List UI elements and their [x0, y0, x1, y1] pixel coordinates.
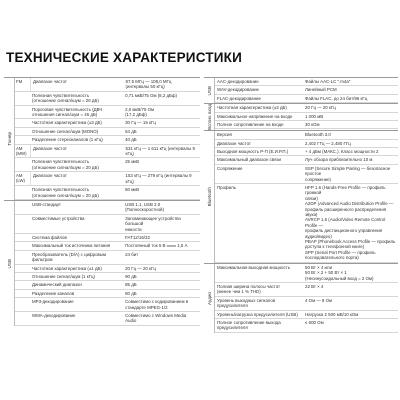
- section-name: Тюнер: [6, 132, 12, 146]
- section-name: USB: [6, 258, 12, 269]
- spec-value: ≤ 600 Ом: [305, 319, 324, 325]
- spec-value: 1 000 мВ: [305, 113, 324, 119]
- spec-value: USB 1.1, USB 2.0 (Полноскоростной): [125, 201, 164, 213]
- spec-value: 2,0 мкВ/75 Ом (17,2 дБф): [125, 106, 155, 118]
- spec-value: 30 кОм: [305, 122, 320, 128]
- spec-row: [15, 312, 200, 326]
- spec-value: 153 кГц — 279 кГц (интервалы 9 кГц): [125, 173, 192, 184]
- spec-label: FLAC-декодирование: [217, 95, 261, 101]
- spec-value: 0,71 мкВ/75 Ом (8,2 дБф): [125, 92, 178, 98]
- spec-row: [15, 234, 200, 242]
- spec-label: Уровень выходных сигналов предусилителя: [217, 297, 276, 309]
- spec-label: Полное сопротивление выхода предусилителя: [217, 319, 281, 331]
- spec-band: [15, 201, 30, 214]
- spec-label: Система файлов: [32, 234, 67, 240]
- spec-row: [15, 186, 200, 200]
- spec-value: SSP (Secure Simple Pairing — безопасное простое сопряжение): [305, 165, 391, 182]
- spec-value: + 4 дБм (МАКС.), Класс мощности 2: [305, 148, 379, 154]
- spec-value: 40 дБ: [125, 137, 137, 143]
- spec-row: [15, 265, 200, 273]
- spec-row: [15, 78, 200, 92]
- spec-value: 2,402 ГГц — 2,480 ГГц: [305, 140, 351, 146]
- spec-value: 50 Вт × 4 или 50 Вт × 2 + 50 Вт × 1 (Несинусоидальный вход = 2 Ом): [305, 264, 374, 281]
- spec-row: [215, 165, 398, 184]
- spec-value: 80 дБ: [125, 290, 137, 296]
- spec-row: [15, 201, 200, 215]
- spec-label: Сопряжение: [217, 165, 243, 171]
- spec-label: WAV-декодирование: [217, 87, 259, 93]
- spec-label: Диапазон частот: [33, 173, 67, 179]
- spec-label: Частотная характеристика (±3 дБ): [32, 120, 102, 126]
- spec-label: Максимальный ток источника питания: [32, 243, 111, 249]
- spec-section: [4, 200, 200, 326]
- spec-label: Отношение сигнал/шум (MONO): [32, 128, 99, 134]
- section-side-label: [204, 264, 215, 333]
- section-side-label: [204, 131, 215, 263]
- spec-label: Выходная мощность Р-П (Е.И.Р.П.): [217, 148, 289, 154]
- spec-band: [15, 265, 30, 272]
- spec-row: [215, 113, 398, 121]
- spec-band: [15, 242, 30, 249]
- spec-row: [15, 281, 200, 289]
- spec-value: 4 Ом — 8 Ом: [305, 297, 333, 303]
- spec-row: [15, 92, 200, 106]
- spec-row: [15, 136, 200, 144]
- spec-row: [15, 145, 200, 159]
- spec-band: [15, 92, 30, 105]
- spec-label: Динамический диапазон: [32, 282, 82, 288]
- spec-value: 50 мкВ: [125, 187, 140, 193]
- spec-value: 20 Гц — 20 кГц: [125, 265, 156, 271]
- spec-row: [215, 283, 398, 297]
- spec-row: [15, 298, 200, 312]
- spec-row: [215, 156, 398, 164]
- spec-row: [215, 148, 398, 156]
- spec-value: Bluetooth 3.0: [305, 132, 331, 138]
- spec-label: Профиль: [217, 185, 236, 190]
- spec-label: Максимальный диапазон связи: [217, 157, 281, 163]
- spec-row: [15, 158, 200, 172]
- spec-value: Нагрузка 2 500 мВ/10 кОм: [305, 311, 359, 317]
- spec-band: AM (LW): [15, 172, 31, 185]
- spec-value: 64 дБ: [125, 128, 137, 134]
- spec-row: [215, 86, 398, 94]
- spec-label: Пороговая чувствительность (ДВЧ отношения сигнал/шум = 46 дБ): [32, 106, 103, 118]
- spec-section: [204, 77, 398, 103]
- spec-row: [215, 131, 398, 139]
- spec-value: 22 Вт × 4: [305, 283, 324, 289]
- spec-band: [15, 290, 30, 297]
- spec-value: 90 дБ: [125, 273, 137, 279]
- spec-label: Преобразователь (D/A) с цифровым фильтром: [32, 251, 107, 263]
- spec-row: [15, 290, 200, 298]
- spec-value: Совместимо с кодированием в стандарте MPEG-1/2: [125, 299, 189, 310]
- spec-label: Разделение стереоканалов (1 кГц): [32, 137, 103, 143]
- spec-label: Максимальная выходная мощность: [217, 264, 290, 270]
- section-side-label: [204, 78, 215, 103]
- spec-value: 25 мкВ: [125, 159, 140, 165]
- spec-band: [15, 136, 30, 143]
- spec-value: Постоянный ток 5 В ═══ 1,5 А: [125, 243, 188, 249]
- spec-label: AAC-декодирование: [217, 79, 259, 84]
- section-name: Вспом. вход: [206, 104, 212, 131]
- spec-row: [215, 319, 398, 333]
- spec-band: [15, 215, 30, 233]
- spec-label: Диапазон частот: [217, 140, 251, 146]
- page-title: ТЕХНИЧЕСКИЕ ХАРАКТЕРИСТИКИ: [6, 50, 243, 65]
- spec-label: Совместимые устройства: [32, 215, 85, 221]
- spec-row: [15, 128, 200, 136]
- spec-label: Полезная чувствительность (отношение сигнал/шум = 26 дБ): [32, 92, 99, 104]
- spec-value: 24 бит: [125, 251, 139, 257]
- spec-band: [15, 128, 30, 135]
- spec-row: [215, 264, 398, 283]
- spec-row: [15, 215, 200, 234]
- spec-value: 531 кГц — 1 611 кГц (интервалы 9 кГц): [125, 145, 195, 157]
- spec-row: [215, 95, 398, 103]
- spec-band: FM: [15, 78, 31, 91]
- section-side-label: [204, 104, 215, 130]
- spec-section: [4, 77, 200, 200]
- spec-label: WMA-декодирование: [32, 313, 76, 318]
- spec-row: [215, 104, 398, 112]
- spec-row: [215, 184, 398, 263]
- spec-label: Полезная чувствительность (отношение сигнал/шум = 20 дБ): [32, 187, 99, 198]
- spec-band: [15, 119, 30, 126]
- spec-row: [215, 297, 398, 311]
- spec-label: Полное сопротивление на входе: [217, 122, 284, 128]
- spec-row: [215, 121, 398, 129]
- spec-row: [15, 242, 200, 250]
- spec-band: [15, 281, 30, 288]
- spec-label: Максимальное напряжение на входе: [217, 113, 293, 119]
- spec-label: MP3-декодирование: [32, 299, 74, 305]
- spec-row: [15, 273, 200, 281]
- spec-row: [215, 311, 398, 319]
- spec-value: Линейный PCM: [305, 87, 337, 93]
- section-name: Аудио: [206, 291, 212, 305]
- spec-label: Разделение каналов: [32, 290, 75, 296]
- spec-label: Версия: [217, 132, 232, 138]
- spec-value: 87,5 МГц — 108,0 МГц (интервалы 50 кГц): [125, 79, 172, 90]
- spec-band: [15, 251, 30, 264]
- section-side-label: [4, 201, 15, 326]
- spec-band: [15, 234, 30, 241]
- spec-band: [15, 106, 30, 119]
- spec-table-left: [4, 77, 200, 326]
- spec-band: AM (MW): [15, 145, 31, 158]
- spec-row: [15, 172, 200, 186]
- spec-label: Полезная чувствительность (отношение сигнал/шум = 20 дБ): [32, 159, 99, 170]
- spec-value: FAT12/16/32: [125, 234, 150, 240]
- spec-value: 30 Гц — 15 кГц: [125, 120, 156, 126]
- spec-section: [204, 103, 398, 130]
- spec-label: Отношение сигнал/шум (1 кГц): [32, 273, 95, 279]
- spec-label: USB-стандарт: [32, 201, 61, 207]
- spec-band: [15, 312, 30, 325]
- spec-label: Уровень/нагрузка предусилителя (USB): [217, 311, 298, 317]
- spec-value: Файлы FLAC, до 24 бит/96 кГц: [305, 95, 368, 101]
- spec-row: [15, 119, 200, 127]
- spec-value: Совместимо с Windows Media Audio: [125, 313, 187, 324]
- spec-value: HFP 1.6 (Hands-Free Profile — профиль громкой связи) A2DP (Advanced Audio Distribution Profile — профиль расширенного распределения звука) AVRCP 1.5 (Audio/Video Remote Control Profile — профиль дистанционного управления аудио/видео) PBAP (Phonebook Access Profile — профиль доступа к телефонной книге) SPP (Serial Port Profile — профиль последовательного порта): [305, 185, 396, 261]
- spec-value: 85 дБ: [125, 282, 137, 288]
- spec-band: [15, 158, 30, 171]
- spec-value: Луч обзора приблизительно 10 м: [305, 157, 373, 163]
- spec-label: Частотная характеристика (±1 дБ): [32, 265, 102, 271]
- section-side-label: [4, 78, 15, 200]
- spec-band: [15, 298, 30, 311]
- spec-section: [204, 263, 398, 333]
- spec-value: 20 Гц — 20 кГц: [305, 105, 336, 111]
- spec-row: [15, 251, 200, 265]
- spec-label: Диапазон частот: [33, 79, 67, 84]
- section-name: Bluetooth: [206, 187, 212, 207]
- spec-value: Запоминающее устройство большой емкости: [125, 215, 181, 232]
- spec-band: [15, 186, 30, 199]
- spec-value: Файлы AAC-LC ".m4a": [305, 79, 351, 84]
- spec-label: Диапазон частот: [33, 145, 67, 151]
- spec-label: Частотная характеристика (±3 дБ): [217, 105, 287, 111]
- section-name: USB: [206, 85, 212, 96]
- spec-band: [15, 273, 30, 280]
- spec-table-right: [204, 77, 398, 333]
- spec-section: [204, 130, 398, 263]
- spec-row: [215, 78, 398, 86]
- spec-row: [215, 140, 398, 148]
- spec-row: [15, 106, 200, 120]
- spec-label: Полная ширина полосы частот (менее чем 1 % THD): [217, 283, 281, 295]
